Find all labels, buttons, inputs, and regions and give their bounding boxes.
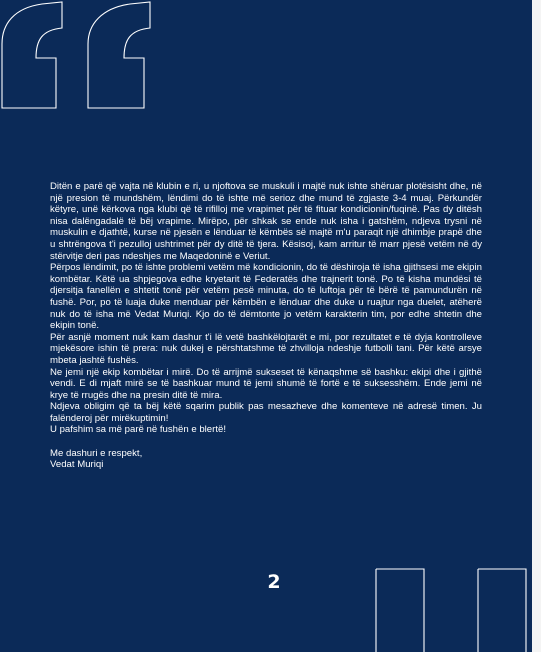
closing-salutation: Me dashuri e respekt, <box>50 447 143 459</box>
page-number: 2 <box>267 571 281 593</box>
letter-paragraph: Ndjeva obligim që ta bëj këtë sqarim publik pas mesazheve dhe komenteve në adresë timen. Ju falënderoj për mirëkuptimin! <box>50 401 482 424</box>
letter-body <box>50 181 482 471</box>
letter-paragraph: U pafshim sa më parë në fushën e blertë! <box>50 424 226 436</box>
signature-name: Vedat Muriqi <box>50 459 104 471</box>
page-edge <box>532 0 541 652</box>
close-quote-outline-icon <box>368 565 532 652</box>
open-quote-outline-icon <box>0 0 210 112</box>
letter-paragraph: Ne jemi një ekip kombëtar i mirë. Do të arrijmë sukseset të kënaqshme së bashku: ekipi dhe i gjithë vendi. E di mjaft mirë se të bashkuar mund të jemi shumë të fortë e të suksesshëm. Ende jemi në krye të rrugës dhe na presin ditë të mira. <box>50 366 482 401</box>
letter-paragraph: Ditën e parë që vajta në klubin e ri, u njoftova se muskuli i majtë nuk ishte shëruar plotësisht dhe, në një presion të mundshëm, lëndimi do të ishte më serioz dhe mund të zgjaste 3-4 muaj. Përkundër këtyre, unë kërkova nga klubi që të rifilloj me vrapimet për të fituar kondicionin/fuqinë. Pas dy ditësh nisa dalëngadalë të bëj vrapime. Mirëpo, për shkak se ende nuk isha i gatshëm, ndjeva trysni në muskulin e djathtë, kurse në pjesën e lënduar të këmbës së majtë m'u paraqit një dhimbje prapë dhe u shtrëngova t'i pezulloj ushtrimet për dy ditë të tjera. Kësisoj, kam arritur të marr pjesë vetëm në dy stërvitje deri pas ndeshjes me Maqedoninë e Veriut. <box>50 181 482 262</box>
letter-paragraph: Përpos lëndimit, po të ishte problemi vetëm më kondicionin, do të dëshiroja të isha gjithsesi me ekipin kombëtar. Këtë ua shpjegova edhe kryetarit të Federatës dhe trajnerit tonë. Po të kisha mundësi të djersitja fanellën e shtetit tonë për vetëm pesë minuta, do të luftoja për të bërë të pamundurën në fushë. Por, po të luaja duke menduar për këmbën e lënduar dhe duke u ruajtur nga duelet, atëherë nuk do të isha më Vedat Muriqi. Kjo do të dëmtonte jo vetëm karakterin tim, por edhe shtetin dhe ekipin tonë. <box>50 262 482 332</box>
letter-closing <box>50 448 482 471</box>
letter-paragraph: Për asnjë moment nuk kam dashur t'i lë vetë bashkëlojtarët e mi, por rezultatet e të dyja kontrolleve mjekësore ishin të prera: nuk dukej e përshtatshme të zhvilloja ndeshje futbolli tani. Për këtë arsye mbeta jashtë fushës. <box>50 331 482 366</box>
